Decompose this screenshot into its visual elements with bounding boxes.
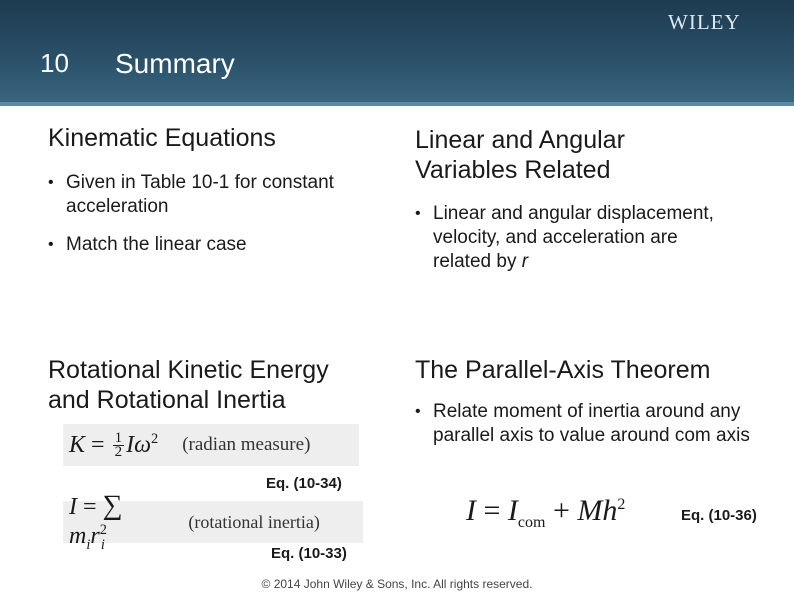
linear-angular-heading-line1: Linear and Angular	[415, 126, 625, 154]
kinematic-bullet-2: • Match the linear case	[48, 233, 396, 257]
kinetic-energy-formula: K = $\frac{1}{2}$ $I\omega^2$	[69, 430, 159, 461]
linear-angular-bullet	[415, 202, 733, 274]
kinematic-heading: Kinematic Equations	[48, 124, 276, 152]
radius-variable: r	[521, 251, 529, 272]
linear-angular-heading	[415, 125, 625, 185]
kinetic-energy-note: (radian measure)	[182, 434, 311, 455]
eq-10-34-label: Eq. (10-34)	[266, 475, 342, 492]
parallel-axis-formula: $I = I_{com} + Mh^2$	[466, 494, 626, 531]
rotational-ke-heading-line1: Rotational Kinetic Energy	[48, 356, 329, 384]
kinematic-bullet-1: • Given in Table 10-1 for constant acceleration	[48, 171, 396, 219]
publisher-logo: WILEY	[668, 10, 741, 34]
linear-angular-heading-line2: Variables Related	[415, 156, 611, 184]
rotational-ke-heading	[48, 355, 329, 415]
parallel-axis-heading: The Parallel-Axis Theorem	[415, 356, 711, 384]
slide-title: Summary	[115, 48, 235, 79]
rotational-inertia-formula: I = ∑ $m_ir^2_i$	[69, 490, 123, 553]
kinetic-energy-equation	[63, 424, 359, 466]
eq-10-36-label: Eq. (10-36)	[681, 507, 757, 524]
rotational-ke-heading-line2: and Rotational Inertia	[48, 386, 286, 414]
eq-10-33-label: Eq. (10-33)	[271, 545, 347, 562]
copyright-footer: © 2014 John Wiley & Sons, Inc. All rights reserved.	[261, 577, 533, 591]
rotational-inertia-note: (rotational inertia)	[188, 511, 320, 532]
chapter-number: 10	[40, 48, 69, 78]
rotational-inertia-equation	[63, 490, 363, 553]
linear-angular-bullet-text: Linear and angular displacement, velocity, and acceleration are related by	[433, 203, 714, 272]
title-bar-divider	[0, 102, 794, 106]
parallel-axis-bullet: • Relate moment of inertia around any parallel axis to value around com axis	[415, 400, 753, 448]
